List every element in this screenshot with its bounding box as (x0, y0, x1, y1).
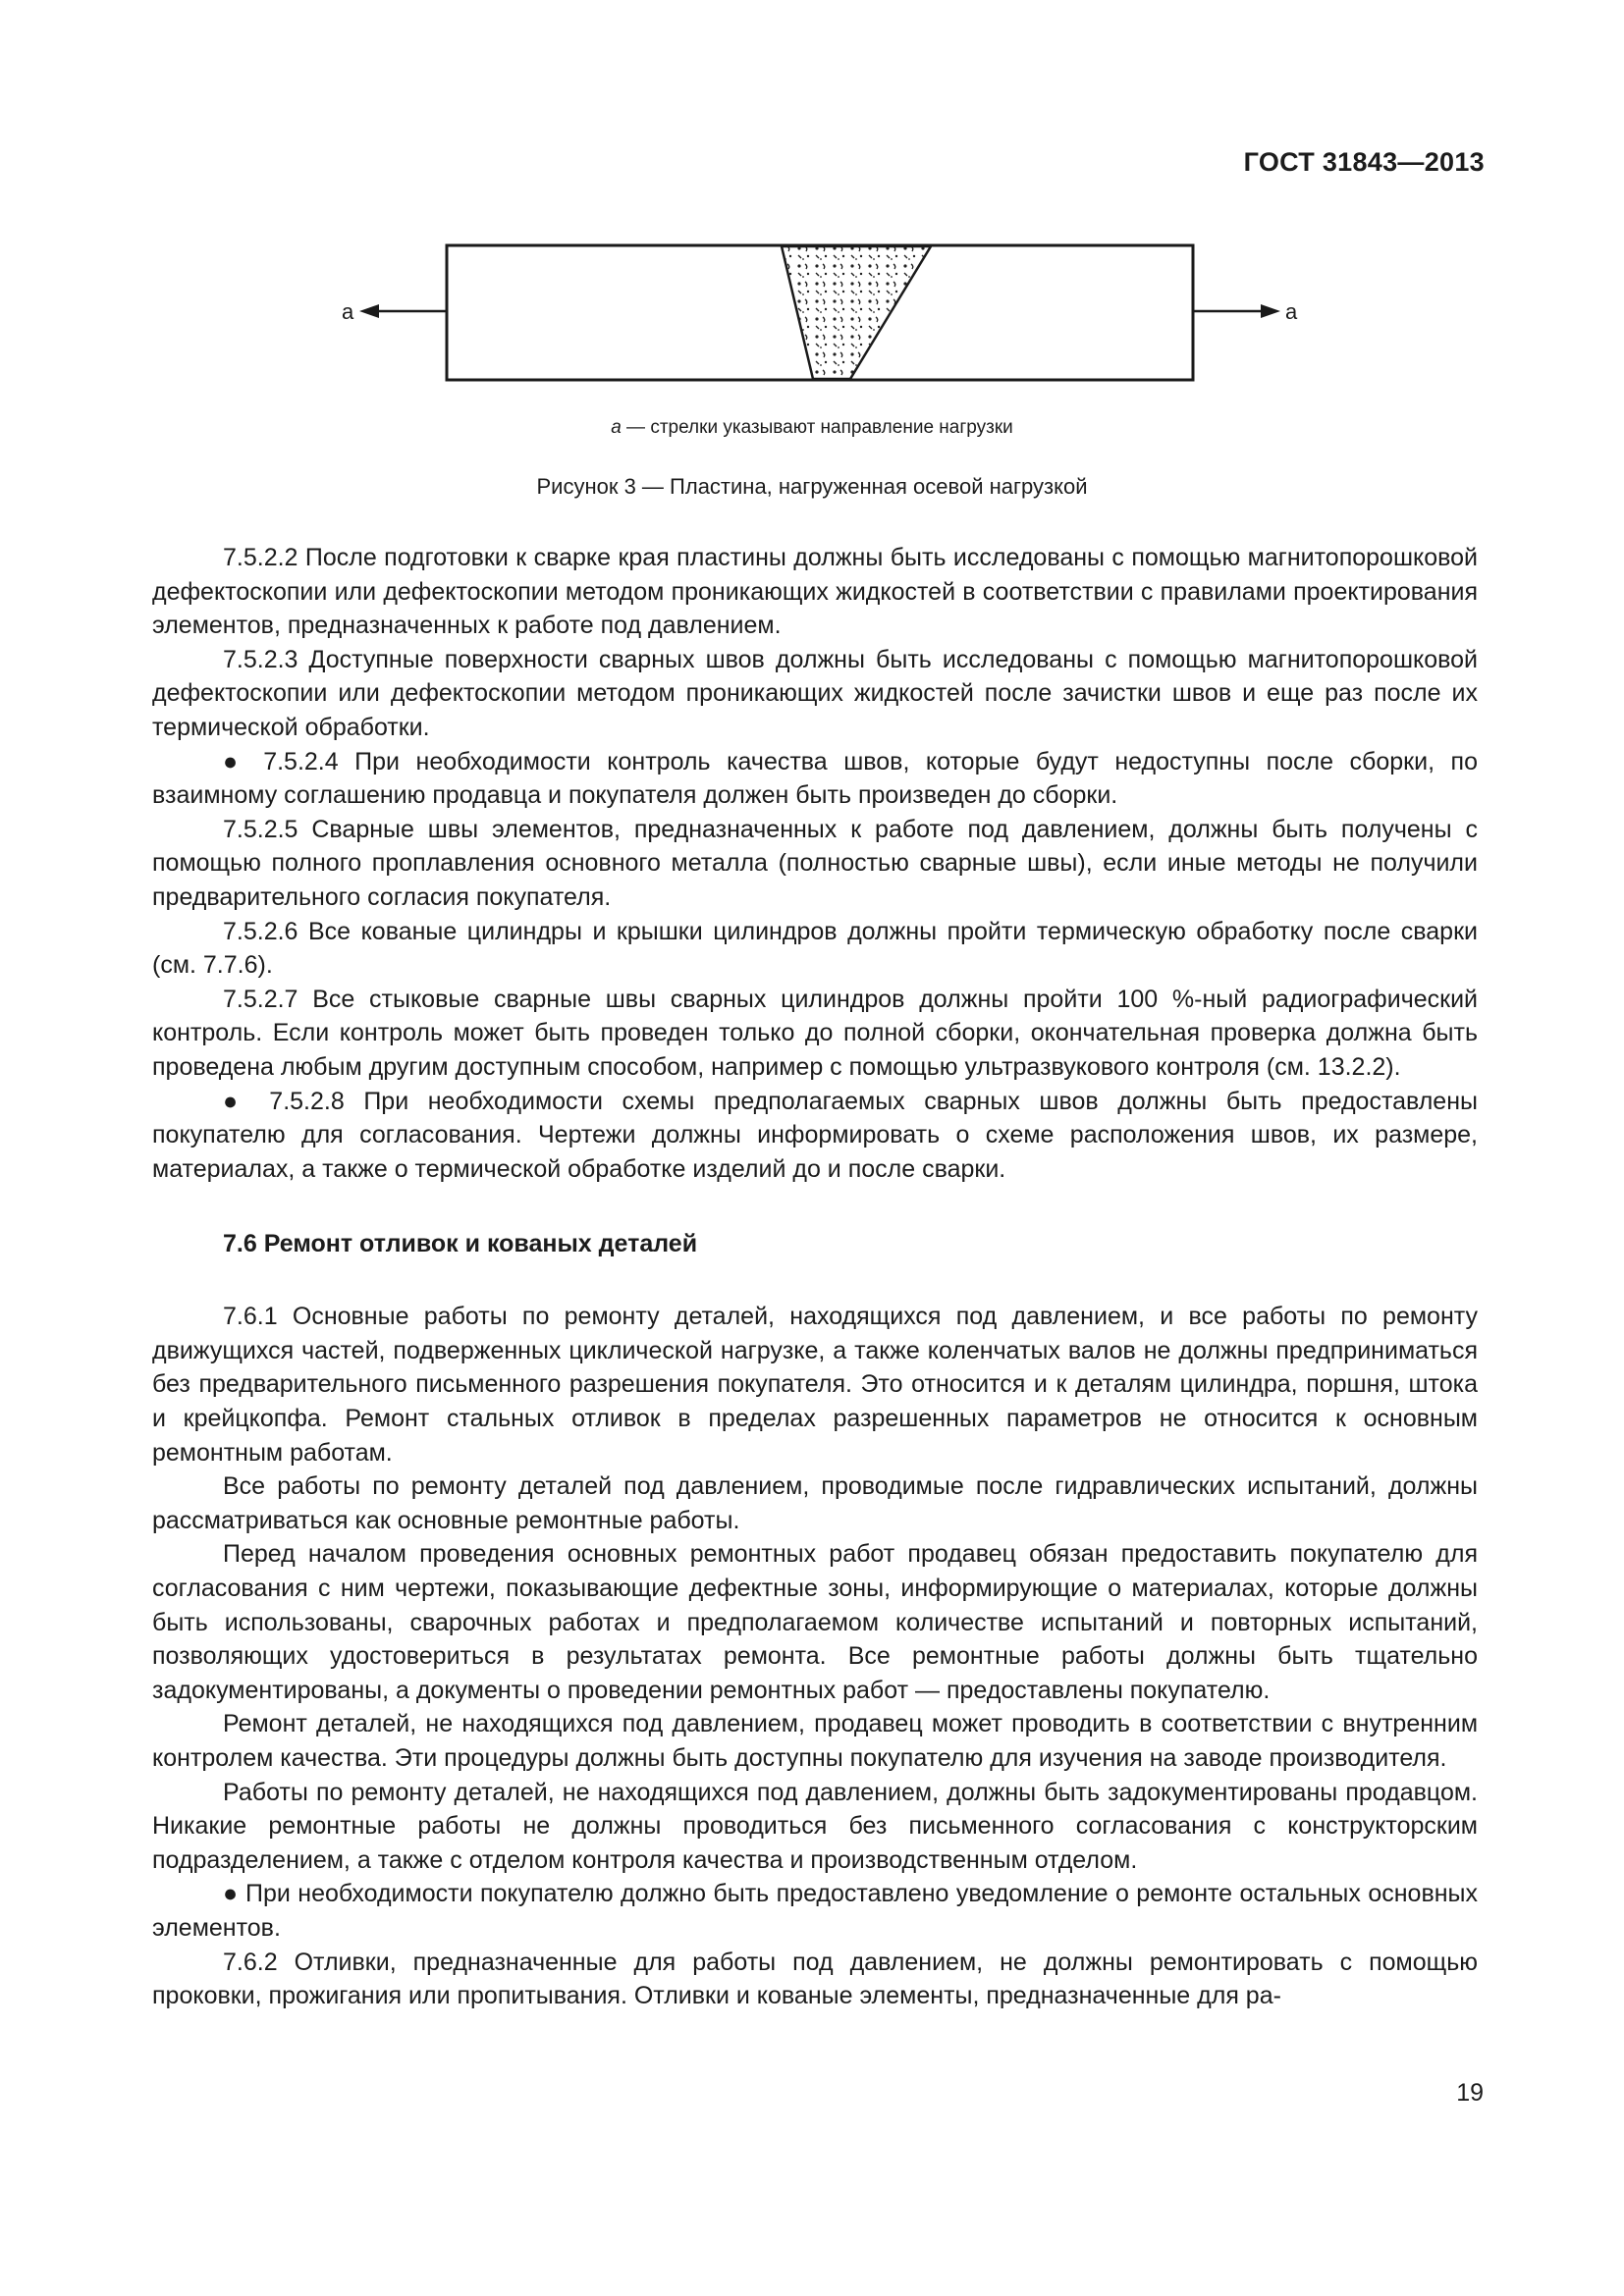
paragraph-repair-approval: Перед началом проведения основных ремонтных работ продавец обязан предоставить покупателю для согласования с ним чертежи, показывающие дефектные зоны, информирующие о материалах, которые должны быть использованы, сварочных работах и предполагаемом количестве испытаний и повторных испытаний, позволяющих удостовериться в результатах ремонта. Все ремонтные работы должны быть тщательно задокументированы, а документы о проведении ремонтных работ — предоставлены покупателю. (152, 1540, 1478, 1704)
paragraph-7-5-2-4: ● 7.5.2.4 При необходимости контроль качества швов, которые будут недоступны после сборки, по взаимному соглашению продавца и покупателя должен быть произведен до сборки. (152, 747, 1478, 810)
paragraph-7-5-2-8: ● 7.5.2.8 При необходимости схемы предполагаемых сварных швов должны быть предоставлены покупателю для согласования. Чертежи должны информировать о схеме расположения швов, их размере, материалах, а также о термической обработке изделий до и после сварки. (152, 1087, 1478, 1183)
weld-seam (782, 246, 931, 379)
paragraph-7-6-1: 7.6.1 Основные работы по ремонту деталей, находящихся под давлением, и все работы по ремонту движущихся частей, подверженных циклической нагрузке, а также коленчатых валов не должны предприниматься без предварительного письменного разрешения покупателя. Это относится и к деталям цилиндра, поршня, штока и крейцкопфа. Ремонт стальных отливок в пределах разрешенных параметров не относится к основным ремонтным работам. (152, 1303, 1478, 1467)
arrow-label-right: a (1285, 299, 1298, 324)
figure-note-text: — стрелки указывают направление нагрузки (621, 417, 1013, 438)
paragraph-repair-documentation: Работы по ремонту деталей, не находящихся под давлением, должны быть задокументированы продавцом. Никакие ремонтные работы не должны проводиться без письменного согласования с конструкторским подразделением, а также с отделом контроля качества и производственным отделом. (152, 1778, 1478, 1874)
figure-caption: Рисунок 3 — Пластина, нагруженная осевой нагрузкой (536, 474, 1088, 499)
plate-drawing (0, 226, 1624, 422)
section-title: 7.6 Ремонт отливок и кованых деталей (223, 1230, 698, 1258)
paragraph-7-5-2-5: 7.5.2.5 Сварные швы элементов, предназначенных к работе под давлением, должны быть получены с помощью полного проплавления основного металла (полностью сварные швы), если иные методы не получили предварительного согласия покупателя. (152, 815, 1478, 911)
page-number: 19 (1456, 2079, 1484, 2107)
paragraph-7-5-2-6: 7.5.2.6 Все кованые цилиндры и крышки цилиндров должны пройти термическую обработку после сварки (см. 7.7.6). (152, 917, 1478, 980)
paragraph-7-6-2: 7.6.2 Отливки, предназначенные для работы под давлением, не должны ремонтировать с помощью проковки, прожигания или пропитывания. Отливки и кованые элементы, предназначенные для ра- (152, 1948, 1478, 2010)
paragraph-7-5-2-3: 7.5.2.3 Доступные поверхности сварных швов должны быть исследованы с помощью магнитопорошковой дефектоскопии или дефектоскопии методом проникающих жидкостей после зачистки швов и еще раз после их термической обработки. (152, 645, 1478, 741)
paragraph-major-repair: Все работы по ремонту деталей под давлением, проводимые после гидравлических испытаний, должны рассматриваться как основные ремонтные работы. (152, 1472, 1478, 1534)
figure-note (0, 417, 1624, 439)
figure-plate-diagram (0, 226, 1624, 422)
paragraph-7-5-2-7: 7.5.2.7 Все стыковые сварные швы сварных цилиндров должны пройти 100 %-ный радиографический контроль. Если контроль может быть проведен только до полной сборки, окончательная проверка должна быть проведена любым другим доступным способом, например с помощью ультразвукового контроля (см. 13.2.2). (152, 985, 1478, 1081)
arrow-label-left: a (342, 299, 354, 324)
paragraph-7-5-2-2: 7.5.2.2 После подготовки к сварке края пластины должны быть исследованы с помощью магнитопорошковой дефектоскопии или дефектоскопии методом проникающих жидкостей в соответствии с правилами проектирования элементов, предназначенных к работе под давлением. (152, 544, 1478, 640)
body-text (152, 541, 1478, 2013)
paragraph-non-pressure-repair: Ремонт деталей, не находящихся под давлением, продавец может проводить в соответствии с внутренним контролем качества. Эти процедуры должны быть доступны покупателю для изучения на заводе производителя. (152, 1710, 1478, 1772)
paragraph-repair-notice: ● При необходимости покупателю должно быть предоставлено уведомление о ремонте остальных основных элементов. (152, 1880, 1478, 1942)
document-header: ГОСТ 31843—2013 (1243, 147, 1485, 177)
figure-note-symbol: a (611, 417, 622, 438)
